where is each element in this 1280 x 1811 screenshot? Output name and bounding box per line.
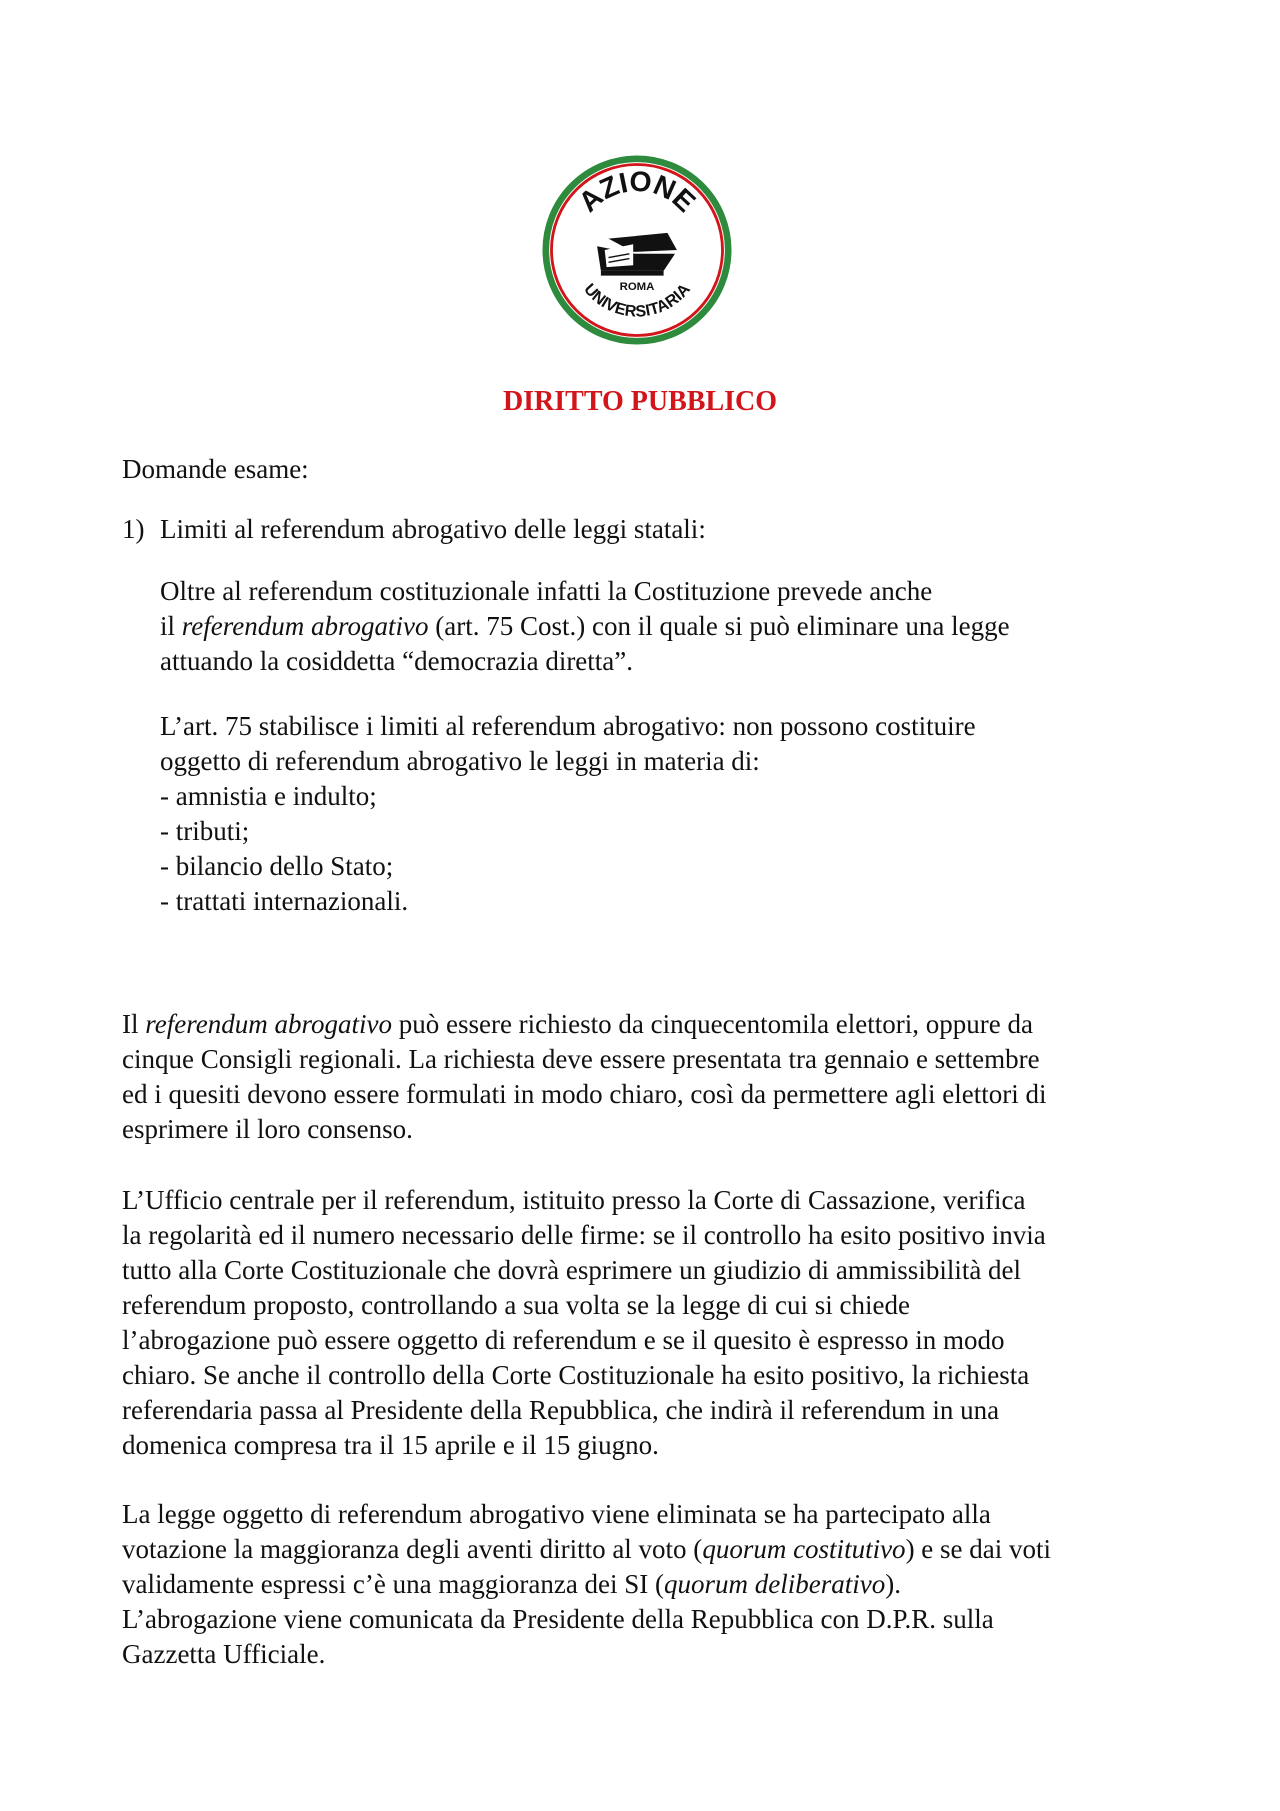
list-item: - amnistia e indulto; xyxy=(160,779,1150,814)
logo-top-text: AZIONE xyxy=(572,165,702,219)
p4-line: tutto alla Corte Costituzionale che dovrà esprimere un giudizio di ammissibilità del xyxy=(122,1255,1022,1285)
p5-line-2: votazione la maggioranza degli aventi diritto al voto (quorum costitutivo) e se dai voti xyxy=(122,1534,1052,1564)
intro-line: Domande esame: xyxy=(122,454,309,484)
p3-line-4: esprimere il loro consenso. xyxy=(122,1114,413,1144)
p1-line-3: attuando la cosiddetta “democrazia diretta”. xyxy=(160,646,634,676)
p2-line-2: oggetto di referendum abrogativo le leggi in materia di: xyxy=(160,746,760,776)
p3-line-3: ed i quesiti devono essere formulati in modo chiaro, così da permettere agli elettori di xyxy=(122,1079,1047,1109)
paragraph-art-75 xyxy=(160,709,1150,919)
p4-line: domenica compresa tra il 15 aprile e il 15 giugno. xyxy=(122,1430,659,1460)
p2-line-1: L’art. 75 stabilisce i limiti al referendum abrogativo: non possono costituire xyxy=(160,711,976,741)
p1-line-2: il referendum abrogativo (art. 75 Cost.) con il quale si può eliminare una legge xyxy=(160,611,1010,641)
p4-line: referendum proposto, controllando a sua volta se la legge di cui si chiede xyxy=(122,1290,910,1320)
p4-line: la regolarità ed il numero necessario delle firme: se il controllo ha esito positivo invia xyxy=(122,1220,1046,1250)
p3-line-2: cinque Consigli regionali. La richiesta deve essere presentata tra gennaio e settembre xyxy=(122,1044,1040,1074)
p4-line: chiaro. Se anche il controllo della Corte Costituzionale ha esito positivo, la richiesta xyxy=(122,1360,1030,1390)
p5-line-3: validamente espressi c’è una maggioranza dei SI (quorum deliberativo). xyxy=(122,1569,902,1599)
document-title: DIRITTO PUBBLICO xyxy=(502,386,778,417)
p5-line-4: L’abrogazione viene comunicata da Presidente della Repubblica con D.P.R. sulla xyxy=(122,1604,994,1634)
p5-line-5: Gazzetta Ufficiale. xyxy=(122,1639,326,1669)
list-item: - trattati internazionali. xyxy=(160,884,1150,919)
p1-line-1: Oltre al referendum costituzionale infatti la Costituzione prevede anche xyxy=(160,576,933,606)
p4-line: l’abrogazione può essere oggetto di referendum e se il quesito è espresso in modo xyxy=(122,1325,1005,1355)
p4-line: referendaria passa al Presidente della Repubblica, che indirà il referendum in una xyxy=(122,1395,1000,1425)
p5-line-1: La legge oggetto di referendum abrogativo viene eliminata se ha partecipato alla xyxy=(122,1499,991,1529)
paragraph-requesters xyxy=(122,1007,1182,1147)
paragraph-procedure xyxy=(122,1183,1182,1463)
p3-line-1: Il referendum abrogativo può essere richiesto da cinquecentomila elettori, oppure da xyxy=(122,1009,1033,1039)
paragraph-quorum xyxy=(122,1497,1182,1672)
question-heading xyxy=(122,512,1152,547)
logo-bottom-text: UNIVERSITARIA xyxy=(580,280,694,321)
list-item: - bilancio dello Stato; xyxy=(160,849,1150,884)
p4-line: L’Ufficio centrale per il referendum, istituito presso la Corte di Cassazione, verifica xyxy=(122,1185,1026,1215)
question-text: Limiti al referendum abrogativo delle leggi statali: xyxy=(160,514,706,544)
limits-list xyxy=(160,779,1150,919)
list-item: - tributi; xyxy=(160,814,1150,849)
logo-center-text: ROMA xyxy=(619,280,655,293)
paragraph-referendum-intro xyxy=(160,574,1150,679)
question-number: 1) xyxy=(122,514,145,544)
azione-universitaria-logo xyxy=(542,155,732,345)
